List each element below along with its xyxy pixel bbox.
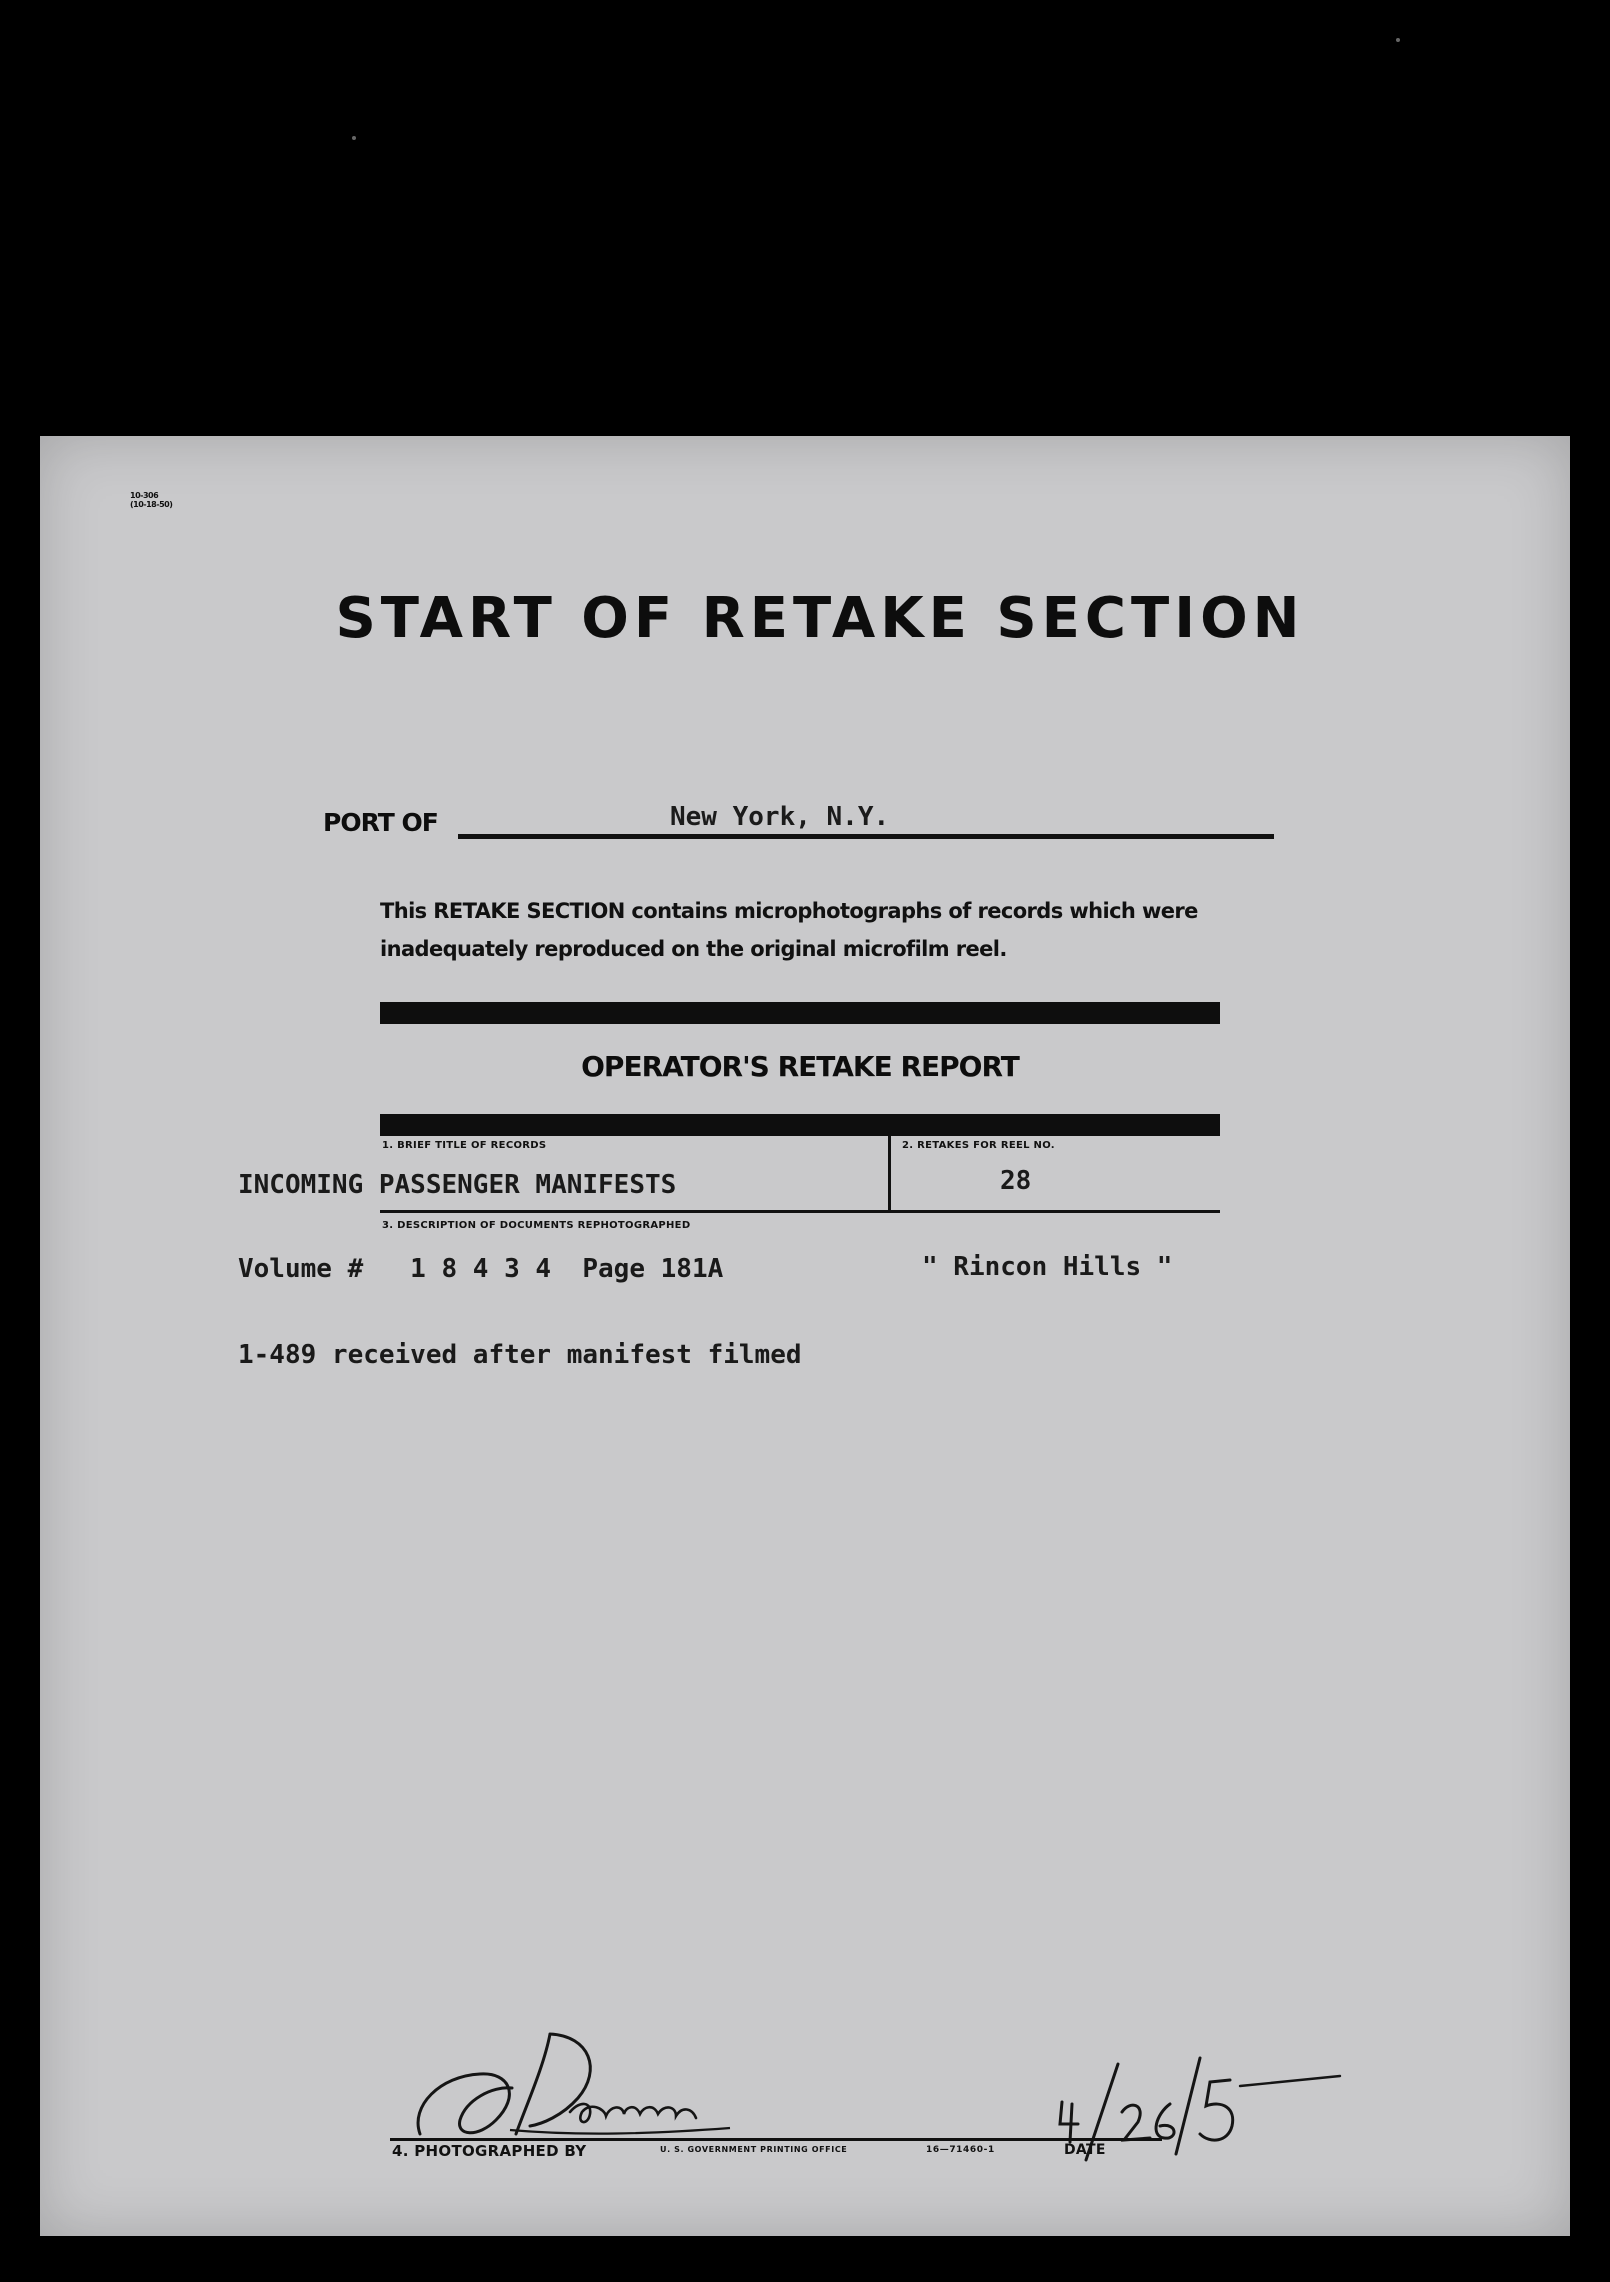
film-speck xyxy=(352,136,356,140)
port-value: New York, N.Y. xyxy=(670,802,890,832)
gpo-form-number: 16—71460-1 xyxy=(926,2145,995,2155)
divider-bar-bottom xyxy=(380,1114,1220,1136)
operator-signature xyxy=(400,2016,820,2156)
port-underline xyxy=(458,834,1274,839)
field-label-photographed-by: 4. PHOTOGRAPHED BY xyxy=(392,2142,587,2160)
field-label-records-title: 1. BRIEF TITLE OF RECORDS xyxy=(382,1140,547,1151)
field-label-description: 3. DESCRIPTION OF DOCUMENTS REPHOTOGRAPHED xyxy=(382,1220,691,1231)
retake-form-sheet xyxy=(40,436,1570,2236)
description-volume-line: Volume # 1 8 4 3 4 Page 181A xyxy=(238,1254,724,1284)
intro-text: This RETAKE SECTION contains microphotographs of records which were inadequately reproduced on the original microfilm reel. xyxy=(380,899,1198,961)
reel-number-value: 28 xyxy=(1000,1166,1032,1196)
signature-line xyxy=(390,2138,1162,2141)
gpo-imprint: U. S. GOVERNMENT PRINTING OFFICE xyxy=(660,2145,848,2154)
field-label-reel-no: 2. RETAKES FOR REEL NO. xyxy=(902,1140,1055,1151)
page-title: START OF RETAKE SECTION xyxy=(335,586,1305,651)
description-note: 1-489 received after manifest filmed xyxy=(238,1340,802,1370)
records-title-value: INCOMING PASSENGER MANIFESTS xyxy=(238,1170,677,1200)
field-underline xyxy=(380,1210,1220,1213)
film-speck xyxy=(1396,38,1400,42)
form-code xyxy=(130,492,172,510)
port-label: PORT OF xyxy=(323,808,438,837)
report-title: OPERATOR'S RETAKE REPORT xyxy=(581,1050,1019,1083)
field-label-date: DATE xyxy=(1064,2142,1106,2158)
field-divider xyxy=(888,1136,891,1210)
divider-bar-top xyxy=(380,1002,1220,1024)
description-vessel-name: " Rincon Hills " xyxy=(922,1252,1173,1282)
form-code-line1: 10-306 xyxy=(130,491,159,500)
form-code-line2: (10-18-50) xyxy=(130,500,173,509)
